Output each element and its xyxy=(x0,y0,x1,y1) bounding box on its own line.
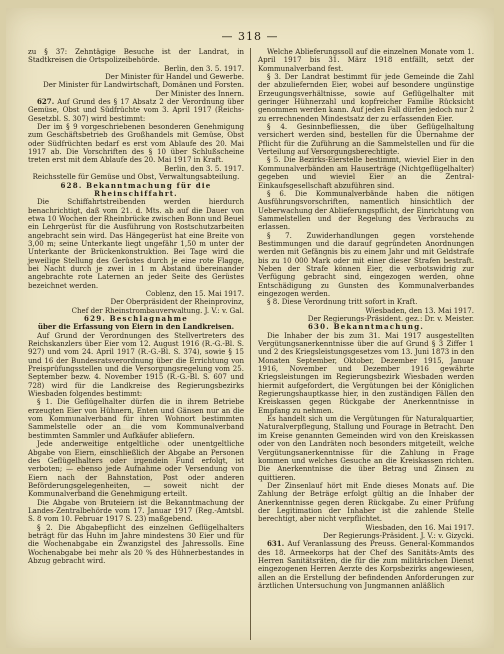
paragraph xyxy=(28,398,244,440)
document-page xyxy=(6,8,494,648)
paragraph-text: Der im § 9 vorgeschriebenen besonderen Genehmigung zum Geschäftsbetrieb des Großhandels mit Gemüse, Obst oder Südfrüchten bedarf es erst vom Ablaufe des 20. Mai 1917 ab. Die Vorschriften des § 10 über Schlußscheine treten erst mit dem Ablaufe des 20. Mai 1917 in Kraft. xyxy=(28,122,244,165)
paragraph xyxy=(28,332,244,399)
paragraph xyxy=(258,190,474,232)
paragraph-text: § 5. Die Bezirks-Eierstelle bestimmt, wieviel Eier in den Kommunalverbänden am Hauserträge (Nichtgeflügelhalter) gegeben und wieviel Eier an die Zentral-Einkaufsgesellschaft abzuführen sind. xyxy=(258,155,474,190)
paragraph xyxy=(258,73,474,123)
paragraph-text: Der Regierungs-Präsident. gez.: Dr. v. Meister. xyxy=(307,314,474,323)
paragraph xyxy=(28,182,244,199)
paragraph-text: Der Zinsenlauf hört mit Ende dieses Monats auf. Die Zahlung der Beträge erfolgt gültig an die Inhaber der Anerkenntnisse gegen deren Rückgabe. Zu einer Prüfung der Legitimation der Inhaber ist die zahlende Stelle berechtigt, aber nicht verpflichtet. xyxy=(258,480,474,524)
paragraph-text: Reichsstelle für Gemüse und Obst, Verwaltungsabteilung. xyxy=(32,172,240,182)
paragraph-text: § 8. Diese Verordnung tritt sofort in Kraft. xyxy=(267,297,418,307)
paragraph-text: Der Minister des Innern. xyxy=(155,88,244,98)
paragraph-text: Coblenz, den 15. Mai 1917. xyxy=(145,288,244,298)
paragraph-text: § 4. Gesinnbefliessen, die über Geflügelhaltung versichert werden sind, bestellen für die Übernahme der Pflicht für die Zuführung an die Sammelstellen und für die Verteilung auf Versorgungsberechtigte. xyxy=(258,122,474,157)
paragraph xyxy=(258,48,474,73)
paragraph-text: Auf Grund des § 17 Absatz 2 der Verordnung über Gemüse, Obst und Südfrüchte vom 3. April 1917 (Reichs-Gesetzbl. S. 307) wird bestimmt: xyxy=(28,97,244,123)
paragraph-text: zu § 37: Zehntägige Besuche ist der Landrat, in Stadtkreisen die Ortspolizeibehörde. xyxy=(28,47,244,65)
paragraph-text: Der Minister für Handel und Gewerbe. xyxy=(105,72,244,82)
paragraph-text: Der Minister für Landwirtschaft, Domänen und Forsten. xyxy=(43,80,244,90)
item-number: 630. xyxy=(307,322,330,332)
paragraph-text: § 7. Zuwiderhandlungen gegen vorstehende Bestimmungen und die darauf gegründeten Anordnungen werden mit Gefängnis bis zu einem Jahr und mit Geldstrafe bis zu 10 000 Mark oder mit einer dieser Strafen bestraft. Neben der Strafe können Eier, die verbotswidrig zur Verfügung gebracht sind, eingezogen werden, ohne Entschädigung zu Gunsten des Kommunalverbandes eingezogen werden. xyxy=(258,230,474,298)
right-column xyxy=(258,48,474,590)
paragraph-text: Die Inhaber der bis zum 31. Mai 1917 ausgestellten Vergütungsanerkenntnisse über die auf Grund § 3 Ziffer 1 und 2 des Kriegsleistungsgesetzes vom 13. Juni 1873 in den Monaten September, Oktober, Dezember 1915, Januar 1916, November und Dezember 1916 gewährte Kriegsleistungen im Regierungsbezirk Wiesbaden werden hiermit aufgefordert, die Vergütungen bei der Königlichen Regierungshauptkasse hier, in den zuständigen Fällen den Kreiskassen gegen Rückgabe der Anerkenntnisse in Empfang zu nehmen. xyxy=(258,330,474,415)
item-number: 629. xyxy=(84,314,106,323)
left-column xyxy=(28,48,244,565)
paragraph xyxy=(28,440,244,498)
paragraph-text: Die Abgabe von Bruteiern ist die Bekanntmachung der Landes-Zentralbehörde vom 17. Januar 1917 (Reg.-Amtsbl. S. 8 vom 10. Februar 1917 S. 23) maßgebend. xyxy=(28,497,244,524)
paragraph-text: Chef der Rheinstrombauverwaltung. J. V.: v. Gal. xyxy=(71,305,244,315)
paragraph-text: Der Regierungs-Präsident. J. V.: v. Gizycki. xyxy=(323,530,474,540)
paragraph xyxy=(28,198,244,290)
paragraph-text: Die Schiffahrtstreibenden werden hierdurch benachrichtigt, daß vom 21. d. Mts. ab auf die Dauer von etwa 10 Wochen der Rheinbrücke zwischen Bonn und Beuel ein Lehrgerüst für die Ausführung von Rostschutzarbeiten angebracht sein wird. Das Hängegerüst hat eine Breite von 3,00 m; seine Unterkante liegt ungefähr 1,50 m unter der Unterkante der Brückenkonstruktion. Bei Tage wird die jeweilige Stellung des Gerüstes durch je eine rote Flagge, bei Nacht durch je zwei in 1 m Abstand übereinander angebrachte rote Laternen an jeder Seite des Gerüstes bezeichnet werden. xyxy=(28,197,244,290)
paragraph xyxy=(258,415,474,482)
paragraph-text: § 3. Der Landrat bestimmt für jede Gemeinde die Zahl der abzuliefernden Eier, wobei auf besondere ungünstige Erzeugungsverhältnisse, sowie auf Geflügelhalter mit geringer Hühnerzahl und kopfreicher Familie Rücksicht genommen werden kann. Auf jeden Fall dürfen jedoch nur 2 zu errechnenden Mindestsatz der zu erfassenden Eier. xyxy=(258,72,474,123)
item-number: 627. xyxy=(37,97,55,107)
paragraph-text: Auf Veranlassung des Preuss. General-Kommandos des 18. Armeekorps hat der Chef des Sanitäts-Amts des Herren Sanitätsräten, die für die zum militärischen Dienst eingezogenen Herren Aerzte des Korpsbezirks angewiesen, allen an die Erstellung der befindenden Anforderungen zur ärztlichen Untersuchung von Jungmannen anläßlich xyxy=(258,539,474,590)
item-number: 628. xyxy=(60,180,83,190)
paragraph-text: § 1. Die Geflügelhalter dürfen die in ihrem Betriebe erzeugten Eier von Hühnern, Enten und Gänsen nur an die vom Kommunalverband für ihren Wohnort bestimmten Sammelstelle oder an die vom Kommunalverband bestimmten Sammler und Aufkäufer abliefern. xyxy=(28,397,244,440)
paragraph xyxy=(258,540,474,590)
paragraph-text: § 6. Die Kommunalverbände haben die nötigen Ausführungsvorschriften, namentlich hinsichtlich der Ueberwachung der Ablieferungspflicht, der Einrichtung von Sammelstellen und der Regelung des Verbrauchs zu erlassen. xyxy=(258,188,474,232)
paragraph xyxy=(258,482,474,524)
paragraph-text: über die Erfassung von Eiern in den Landkreisen. xyxy=(37,322,235,332)
page-number: — 318 — xyxy=(221,30,279,43)
paragraph xyxy=(28,123,244,165)
paragraph-text: § 2. Die Abgabepflicht des einzelnen Geflügelhalters beträgt für das Huhn im Jahre mindestens 30 Eier und für die Wochenabgabe ein Zwanzigstel des Jahressolls. Eine Wochenabgabe bei mehr als 20 % des Hühnerbestandes in Abzug gebracht wird. xyxy=(28,522,244,565)
paragraph xyxy=(28,48,244,65)
paragraph xyxy=(28,524,244,566)
paragraph-text: Der Oberpräsident der Rheinprovinz, xyxy=(110,297,244,307)
paragraph xyxy=(258,232,474,299)
item-number: 631. xyxy=(267,539,285,549)
paragraph-text: Bekanntmachung. xyxy=(333,322,425,332)
paragraph xyxy=(258,123,474,156)
paragraph-text: Berlin, den 3. 5. 1917. xyxy=(164,163,244,173)
paragraph xyxy=(258,332,474,415)
paragraph-text: Wiesbaden, den 13. Mai 1917. xyxy=(365,305,474,315)
paragraph-text: Es handelt sich um die Vergütungen für Naturalquartier, Naturalverpflegung, Stallung und Fourage in Betracht. Den im Kreise genannten Gemeinden wird von den Kreiskassen oder von den Landräten noch besonders mitgeteilt, welche Vergütungsanerkenntnisse für die Zahlung in Frage kommen und welches Gesuche an die Kreiskassen richten. Die Anerkenntnisse die über Betrag und Zinsen zu quittieren. xyxy=(258,414,474,482)
paragraph-text: Jede anderweitige entgeltliche oder unentgeltliche Abgabe von Eiern, einschließlich der Abgabe an Personen des Geflügelhalters oder irgendein Fund erfolgt, ist verboten; — ebenso jede Aufnahme oder Versendung von Eiern nach der Bahnstation, Post oder anderen Beförderungsgelegenheiten, — soweit nicht der Kommunalverband die Genehmigung erteilt. xyxy=(28,439,244,499)
paragraph-text: Auf Grund der Verordnungen des Stellvertreters des Reichskanzlers über Eier vom 12. August 1916 (R.-G.-Bl. S. 927) und vom 24. April 1917 (R.-G.-Bl. S. 374), sowie § 15 und 16 der Bundesratsverordnung über die Errichtung von Preisprüfungsstellen und die Versorgungsregelung vom 25. September bezw. 4. November 1915 (R.-G.-Bl. S. 607 und 728) wird für die Landkreise des Regierungsbezirks Wiesbaden folgendes bestimmt: xyxy=(28,330,244,399)
paragraph xyxy=(28,499,244,524)
paragraph-text: Berlin, den 3. 5. 1917. xyxy=(164,63,244,73)
paragraph-text: Wiesbaden, den 16. Mai 1917. xyxy=(365,522,474,532)
paragraph xyxy=(258,156,474,189)
paragraph-text: Bekanntmachung für die Rheinschiffahrt. xyxy=(86,180,212,198)
paragraph-text: Beschlagnahme xyxy=(109,314,188,323)
paragraph-text: Welche Ablieferungssoll auf die einzelnen Monate vom 1. April 1917 bis 31. März 1918 entfällt, setzt der Kommunalverband fest. xyxy=(258,47,474,73)
paragraph xyxy=(28,98,244,123)
column-divider xyxy=(250,48,251,640)
